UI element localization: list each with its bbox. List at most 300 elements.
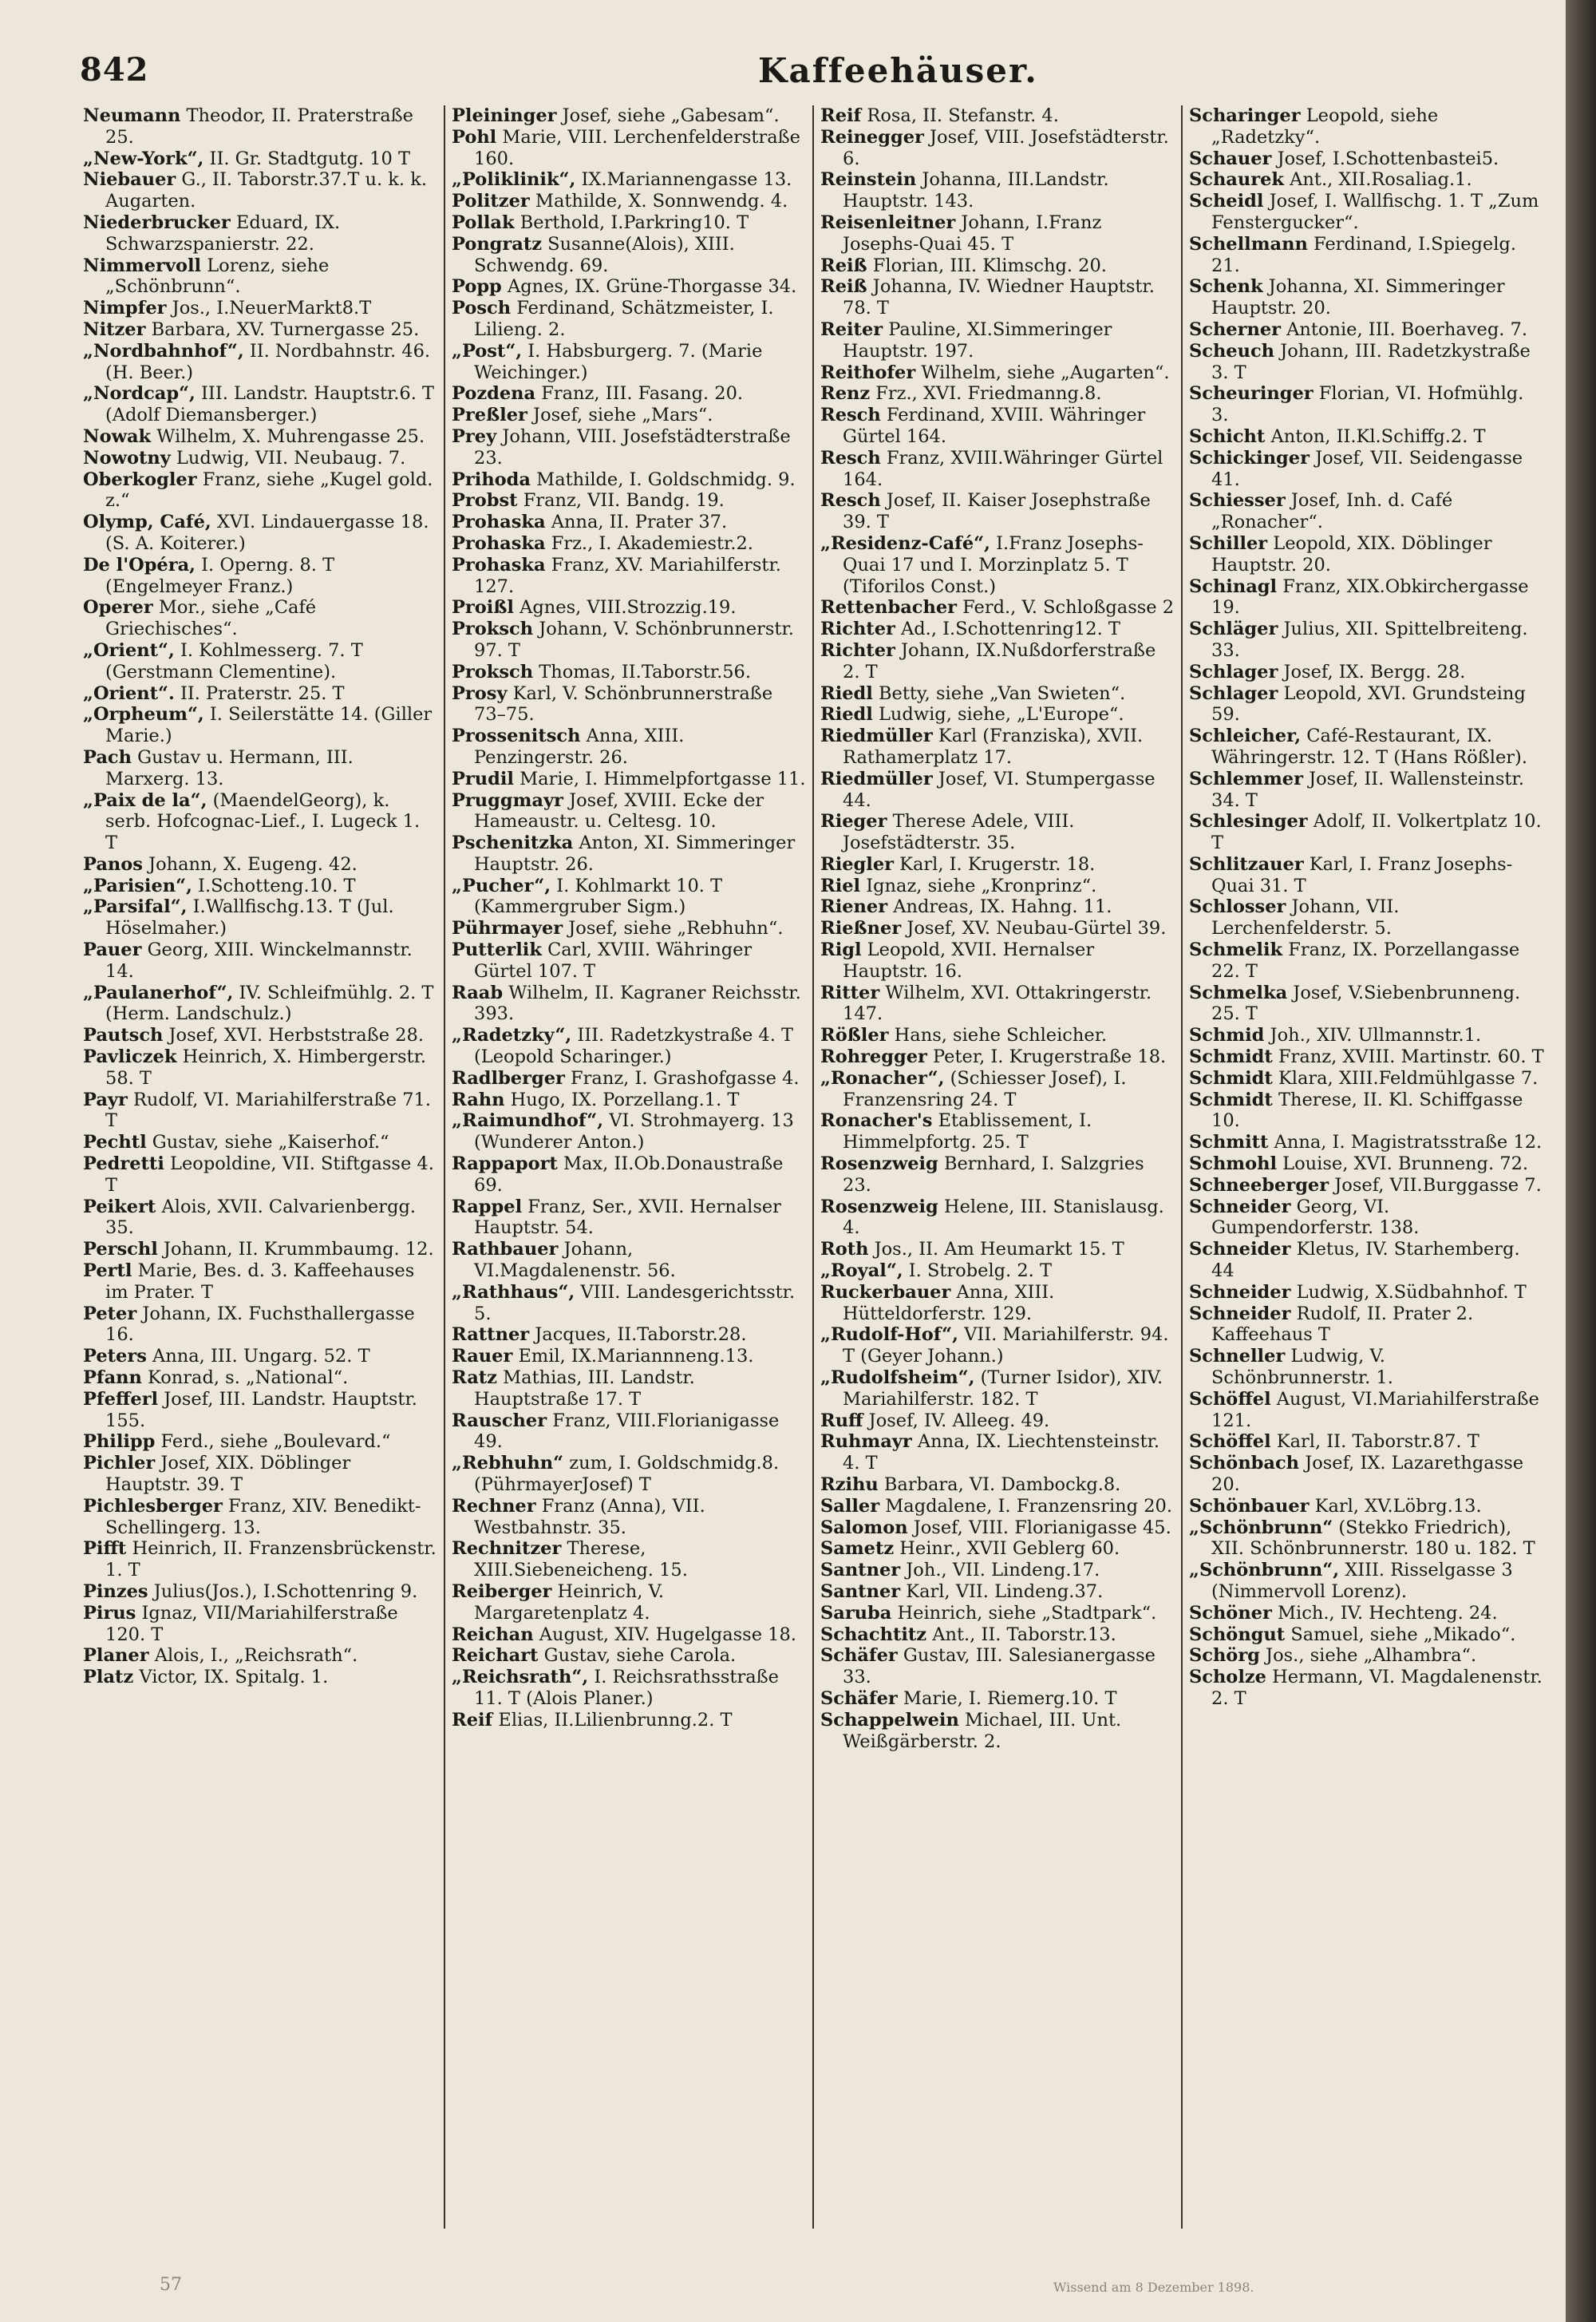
entry-name: Perschl [83,1239,158,1260]
entry-details: Josef, V.Siebenbrunneng. 25. T [1211,982,1521,1025]
entry-details: Josef, IX. Bergg. 28. [1278,661,1466,682]
directory-entry [83,426,437,448]
directory-entry [1189,105,1545,148]
entry-name: Schinagl [1189,576,1278,597]
entry-name: Ratz [452,1367,497,1389]
entry-name: Rigl [820,939,862,961]
directory-entry [83,341,437,384]
entry-name: „Orient“. [83,682,175,704]
entry-details: Ferdinand, XVIII. Währinger Gürtel 164. [843,405,1146,447]
entry-name: Raab [452,982,504,1003]
entry-details: Ludwig, VII. Neubaug. 7. [170,447,406,469]
directory-entry [83,469,437,512]
entry-name: Nitzer [83,318,146,340]
directory-entry [83,105,437,148]
directory-entry [820,704,1175,726]
directory-entry [452,341,806,384]
entry-name: Planer [83,1645,149,1667]
entry-name: Schörg [1189,1645,1260,1667]
entry-details: Gustav u. Hermann, III. Marxerg. 13. [105,746,354,789]
entry-name: Nimpfer [83,298,167,319]
directory-entry [820,939,1175,983]
entry-name: Rosenzweig [820,1153,938,1175]
entry-name: Pinzes [83,1580,148,1602]
entry-details: Franz, VII. Bandg. 19. [517,490,725,512]
directory-entry [452,1110,806,1153]
entry-name: Proißl [452,597,514,619]
directory-entry [820,1197,1175,1240]
entry-name: Pozdena [452,383,536,405]
entry-name: Reiberger [452,1580,552,1602]
entry-details: Peter, I. Krugerstraße 18. [926,1046,1167,1068]
directory-entry [820,597,1175,619]
directory-entry [820,405,1175,448]
entry-details: Karl, I. Franz Josephs-Quai 31. T [1211,853,1513,896]
entry-details: Bernhard, I. Salzgries 23. [843,1153,1144,1196]
entry-details: Heinrich, V. Margaretenplatz 4. [474,1580,664,1624]
entry-details: Leopold, XVI. Grundsteing 59. [1211,682,1526,726]
entry-name: Pautsch [83,1025,164,1046]
entry-details: Elias, II.Lilienbrunng.2. T [492,1709,733,1731]
entry-details: Josef, XVI. Herbststraße 28. [163,1025,424,1046]
entry-details: I. Habsburgerg. 7. (Marie Weichinger.) [474,340,763,383]
directory-entry [452,662,806,683]
entry-name: Schlager [1189,661,1278,682]
directory-entry [820,127,1175,170]
page-footer-mark: 57 [160,2275,182,2295]
entry-name: Santner [820,1580,901,1602]
entry-details: Anna, I. Magistratsstraße 12. [1268,1132,1543,1153]
entry-name: Schöffel [1189,1431,1271,1453]
entry-details: (MaendelGeorg), k. serb. Hofcognac-Lief., I. Lugeck 1. T [105,789,421,854]
entry-details: Gustav, III. Salesianergasse 33. [843,1645,1156,1688]
entry-details: G., II. Taborstr.37.T u. k. k. Augarten. [105,169,428,212]
entry-name: Politzer [452,191,530,212]
entry-details: Ludwig, siehe, „L'Europe“. [872,704,1124,726]
directory-columns [77,105,1561,2229]
entry-name: Riedmüller [820,726,933,747]
entry-details: II. Gr. Stadtgutg. 10 T [203,148,410,169]
directory-entry [1189,148,1545,170]
entry-details: II. Nordbahnstr. 46. (H. Beer.) [105,340,431,383]
entry-name: Schöner [1189,1602,1272,1624]
entry-details: Hugo, IX. Porzellang.1. T [504,1089,740,1110]
directory-entry [83,169,437,212]
directory-entry [820,448,1175,491]
entry-details: XVI. Lindauergasse 18. (S. A. Koiterer.) [105,512,429,554]
directory-entry [83,1389,437,1432]
directory-entry [1189,1175,1545,1197]
directory-entry [820,1025,1175,1046]
entry-details: Karl, V. Schönbrunnerstraße 73–75. [474,682,773,726]
directory-entry [820,918,1175,939]
entry-details: Heinrich, X. Himbergerstr. 58. T [105,1046,427,1089]
entry-details: Josef, siehe „Rebhuhn“. [563,918,784,939]
entry-details: (Stekko Friedrich), XII. Schönbrunnerstr. 180 u. 182. T [1211,1517,1535,1560]
entry-details: Ferd., siehe „Boulevard.“ [155,1431,391,1453]
directory-entry [452,619,806,662]
entry-details: Josef, siehe „Gabesam“. [556,105,780,126]
entry-details: Josef, II. Kaiser Josephstraße 39. T [843,490,1151,533]
entry-details: Anna, IX. Liechtensteinstr. 4. T [843,1431,1160,1474]
directory-entry [1189,1645,1545,1667]
directory-entry [1189,1239,1545,1282]
entry-details: Samuel, siehe „Mikado“. [1285,1624,1516,1645]
entry-details: Jacques, II.Taborstr.28. [529,1324,747,1346]
entry-name: Pach [83,746,132,768]
entry-name: Prossenitsch [452,726,581,747]
entry-details: Andreas, IX. Hahng. 11. [887,896,1112,918]
entry-name: Schönbach [1189,1453,1300,1474]
entry-details: Anton, XI. Simmeringer Hauptstr. 26. [474,833,796,875]
entry-name: Payr [83,1089,128,1110]
directory-entry [452,1645,806,1667]
entry-details: Carl, XVIII. Währinger Gürtel 107. T [474,939,753,982]
entry-name: Schöngut [1189,1624,1286,1645]
entry-details: Konrad, s. „National“. [141,1367,349,1389]
entry-name: Saruba [820,1602,892,1624]
directory-entry [820,1624,1175,1646]
entry-details: Wilhelm, II. Kagraner Reichsstr. 393. [474,982,801,1025]
entry-details: I. Kohlmesserg. 7. T (Gerstmann Clementine). [105,639,363,682]
entry-name: Sametz [820,1538,895,1560]
directory-entry [820,1324,1175,1367]
entry-details: Wilhelm, siehe „Augarten“. [915,362,1170,383]
entry-name: Rzihu [820,1474,879,1495]
entry-name: „Schönbrunn“ [1189,1517,1333,1538]
entry-details: Josef, XV. Neubau-Gürtel 39. [901,918,1167,939]
directory-entry [83,1090,437,1133]
entry-details: Ferdinand, Schätzmeister, I. Lilieng. 2. [474,298,774,340]
entry-details: Josef, VII.Burggasse 7. [1329,1174,1542,1196]
entry-name: „Rudolfsheim“, [820,1367,975,1389]
directory-entry [1189,576,1545,619]
entry-details: Johann, VIII. Josefstädterstraße 23. [474,425,791,469]
directory-entry [452,1025,806,1068]
entry-name: Schappelwein [820,1709,959,1731]
entry-name: Schlosser [1189,896,1286,918]
directory-entry [820,1153,1175,1197]
entry-details: Josef, siehe „Mars“. [527,405,713,426]
entry-name: Reiß [820,255,867,276]
entry-name: „Paix de la“, [83,789,207,811]
entry-name: Schellmann [1189,233,1308,255]
directory-entry [820,1046,1175,1068]
entry-name: Riedl [820,704,873,726]
directory-entry [452,276,806,298]
directory-entry [820,490,1175,533]
directory-entry [1189,1046,1545,1068]
directory-entry [83,1538,437,1581]
entry-name: Philipp [83,1431,156,1453]
directory-entry [820,811,1175,854]
entry-details: Michael, III. Unt. Weißgärberstr. 2. [843,1709,1122,1752]
entry-details: Josef, IX. Lazarethgasse 20. [1211,1453,1524,1495]
entry-details: Franz, XVIII.Währinger Gürtel 164. [843,447,1163,490]
directory-entry [1189,1068,1545,1090]
entry-name: Rauscher [452,1410,547,1431]
directory-entry [452,127,806,170]
entry-name: Schicht [1189,425,1266,447]
entry-details: Magdalene, I. Franzensring 20. [879,1495,1172,1517]
entry-details: Johanna, IV. Wiedner Hauptstr. 78. T [843,276,1155,319]
entry-name: De l'Opéra, [83,554,196,576]
entry-name: Platz [83,1667,134,1688]
entry-name: Reithofer [820,362,916,383]
entry-name: Ronacher's [820,1110,933,1132]
entry-name: Scholze [1189,1667,1266,1688]
entry-details: Mathilde, X. Sonnwendg. 4. [529,191,788,212]
entry-name: Scherner [1189,318,1282,340]
entry-name: Pohl [452,126,497,148]
directory-entry [83,597,437,640]
directory-entry [83,1645,437,1667]
entry-details: (Turner Isidor), XIV. Mariahilferstr. 182. T [843,1367,1163,1410]
entry-name: Salomon [820,1517,908,1538]
directory-entry [452,405,806,426]
entry-details: Josef, VIII. Josefstädterstr. 6. [843,126,1169,169]
entry-name: Rießner [820,918,902,939]
directory-entry [1189,319,1545,341]
directory-entry [1189,1303,1545,1347]
directory-entry [820,983,1175,1026]
entry-name: Schickinger [1189,447,1310,469]
directory-entry [820,1282,1175,1325]
entry-name: Resch [820,490,881,512]
entry-details: Josef, I. Wallfischg. 1. T „Zum Fenstergucker“. [1211,191,1539,233]
directory-entry [1189,854,1545,897]
entry-name: Niebauer [83,169,176,191]
directory-entry [83,212,437,255]
entry-name: „Pucher“, [452,875,551,896]
directory-entry [820,1581,1175,1603]
entry-details: Barbara, XV. Turnergasse 25. [145,318,420,340]
entry-name: Ruhmayr [820,1431,912,1453]
entry-details: Anna, II. Prater 37. [545,512,728,533]
entry-details: I. Strobelg. 2. T [903,1260,1052,1282]
directory-entry [1189,1667,1545,1710]
entry-name: Reiter [820,318,883,340]
entry-details: Josef, VI. Stumpergasse 44. [843,768,1156,811]
directory-entry [83,1431,437,1453]
entry-name: Riegler [820,853,895,875]
directory-entry [820,1496,1175,1517]
entry-details: Johann, II. Krummbaumg. 12. [157,1239,434,1260]
directory-entry [1189,769,1545,812]
entry-name: Reisenleitner [820,212,956,233]
directory-entry [452,298,806,341]
directory-entry [1189,1197,1545,1240]
entry-name: Schachtitz [820,1624,927,1645]
entry-name: Panos [83,853,143,875]
directory-entry [1189,1282,1545,1303]
entry-name: Posch [452,298,512,319]
entry-name: Niederbrucker [83,212,231,233]
directory-entry [820,276,1175,319]
entry-details: Franz, siehe „Kugel gold. z.“ [105,469,433,512]
directory-entry [83,640,437,683]
entry-details: Gustav, siehe „Kaiserhof.“ [146,1132,389,1153]
directory-entry [83,555,437,598]
directory-entry [452,490,806,512]
entry-name: „Paulanerhof“, [83,982,234,1003]
entry-name: Reinegger [820,126,924,148]
entry-details: Johanna, III.Landstr. Hauptstr. 143. [843,169,1109,212]
entry-name: Richter [820,619,895,640]
entry-name: Schmohl [1189,1153,1278,1175]
directory-entry [83,790,437,854]
directory-entry [820,683,1175,705]
directory-entry [83,1367,437,1389]
directory-entry [452,1324,806,1346]
entry-details: Adolf, II. Volkertplatz 10. T [1211,811,1542,854]
directory-entry [83,1046,437,1090]
entry-name: Ruckerbauer [820,1281,951,1303]
directory-entry [83,854,437,876]
entry-details: Max, II.Ob.Donaustraße 69. [474,1153,784,1196]
entry-details: I.Franz Josephs-Quai 17 und I. Morzinplatz 5. T (Tiforilos Const.) [843,532,1144,597]
directory-entry [1189,683,1545,726]
directory-entry [452,1496,806,1539]
page-title: Kaffeehäuser. [758,51,1038,90]
entry-details: Josef, XIX. Döblinger Hauptstr. 39. T [105,1453,351,1495]
entry-details: Kletus, IV. Starhemberg. 44 [1211,1239,1520,1282]
directory-entry [820,1431,1175,1474]
entry-name: Schenk [1189,276,1263,298]
directory-entry [83,383,437,426]
directory-entry [83,1667,437,1688]
page-edge-shadow [1566,0,1596,2322]
entry-details: Emil, IX.Mariannneng.13. [512,1346,754,1367]
directory-entry [452,1581,806,1624]
entry-name: Scheuch [1189,340,1275,362]
entry-name: „Orient“, [83,639,175,661]
entry-name: Schlager [1189,682,1278,704]
entry-name: Schmid [1189,1025,1265,1046]
directory-entry [1189,983,1545,1026]
entry-name: Schneller [1189,1346,1286,1367]
directory-entry [820,769,1175,812]
entry-name: Pfefferl [83,1388,159,1410]
entry-details: Frz., I. Akademiestr.2. [545,532,753,554]
entry-name: Scharinger [1189,105,1301,126]
entry-name: Nowak [83,425,152,447]
entry-details: Alois, XVII. Calvarienbergg. 35. [105,1196,417,1239]
entry-name: Schläger [1189,619,1278,640]
page-number: 842 [80,51,149,89]
directory-entry [452,833,806,876]
entry-details: Rudolf, VI. Mariahilferstraße 71. T [105,1089,431,1132]
entry-details: VI. Strohmayerg. 13 (Wunderer Anton.) [474,1110,794,1153]
entry-name: Pfann [83,1367,142,1389]
entry-details: Karl (Franziska), XVII. Rathamerplatz 17. [843,726,1144,768]
entry-details: Johann, X. Eugeng. 42. [142,853,358,875]
entry-name: Pauer [83,939,142,961]
entry-name: „Residenz-Café“, [820,532,990,554]
entry-name: Pruggmayr [452,789,563,811]
entry-details: Pauline, XI.Simmeringer Hauptstr. 197. [843,318,1112,362]
entry-name: Peikert [83,1196,156,1217]
entry-details: Franz, VIII.Florianigasse 49. [474,1410,780,1453]
directory-entry [820,854,1175,876]
entry-details: Mor., siehe „Café Griechisches“. [105,597,317,640]
entry-name: Scheuringer [1189,383,1314,405]
entry-name: „Schönbrunn“, [1189,1560,1340,1581]
directory-entry [1189,1624,1545,1646]
entry-name: Saller [820,1495,880,1517]
entry-name: Reinstein [820,169,917,191]
column-2 [445,105,814,2229]
entry-details: Antonie, III. Boerhaveg. 7. [1281,318,1528,340]
entry-name: Schmelka [1189,982,1288,1003]
entry-name: Pschenitzka [452,833,574,854]
directory-entry [820,1645,1175,1688]
directory-entry [1189,490,1545,533]
entry-details: August, VI.Mariahilferstraße 121. [1211,1388,1539,1431]
entry-name: Resch [820,447,881,469]
entry-details: Franz, XV. Mariahilferstr. 127. [474,554,781,597]
entry-details: Heinrich, II. Franzensbrückenstr. 1. T [105,1538,437,1581]
entry-details: III. Landstr. Hauptstr.6. T (Adolf Diemansberger.) [105,383,435,426]
directory-entry [83,983,437,1026]
entry-name: „Post“, [452,340,523,362]
entry-name: Pongratz [452,233,543,255]
entry-name: Nowotny [83,447,171,469]
directory-entry [820,1068,1175,1111]
directory-entry [452,1624,806,1646]
entry-name: Schöffel [1189,1388,1271,1410]
entry-name: Proksch [452,619,534,640]
entry-name: Radlberger [452,1067,565,1089]
entry-details: Florian, VI. Hofmühlg. 3. [1211,383,1524,426]
entry-details: Theodor, II. Praterstraße 25. [105,105,413,148]
entry-details: Julius(Jos.), I.Schottenring 9. [148,1580,418,1602]
entry-details: Johann, IX. Fuchsthallergasse 16. [105,1303,415,1346]
directory-entry [820,1474,1175,1496]
directory-entry [1189,276,1545,319]
entry-details: Frz., XVI. Friedmanng.8. [870,383,1102,405]
entry-details: Ant., II. Taborstr.13. [926,1624,1116,1645]
directory-entry [1189,191,1545,234]
entry-name: Rauer [452,1346,513,1367]
entry-details: Ignaz, siehe „Kronprinz“. [860,875,1097,896]
directory-entry [452,383,806,405]
directory-entry [820,619,1175,640]
entry-name: Schmidt [1189,1046,1273,1068]
directory-entry [452,533,806,555]
directory-entry [1189,1090,1545,1133]
directory-entry [1189,341,1545,384]
entry-name: Rohregger [820,1046,927,1068]
directory-entry [83,1132,437,1153]
entry-details: Franz, I. Grashofgasse 4. [564,1067,800,1089]
directory-entry [452,1239,806,1282]
entry-details: Josef, VIII. Florianigasse 45. [907,1517,1171,1538]
entry-details: III. Radetzkystraße 4. T (Leopold Scharinger.) [474,1025,794,1068]
entry-details: Johanna, XI. Simmeringer Hauptstr. 20. [1211,276,1505,319]
entry-name: Scheidl [1189,191,1264,212]
entry-details: Franz, Ser., XVII. Hernalser Hauptstr. 54. [474,1196,781,1239]
entry-name: Schleicher, [1189,726,1302,747]
entry-details: Gustav, siehe Carola. [538,1645,737,1667]
entry-name: Rechnitzer [452,1538,562,1560]
entry-details: Lorenz, siehe „Schönbrunn“. [105,255,330,298]
entry-details: Mich., IV. Hechteng. 24. [1271,1602,1498,1624]
page-header [80,51,1213,99]
entry-name: Peter [83,1303,137,1324]
entry-details: Franz (Anna), VII. Westbahnstr. 35. [474,1495,705,1538]
entry-name: Pedretti [83,1153,164,1175]
